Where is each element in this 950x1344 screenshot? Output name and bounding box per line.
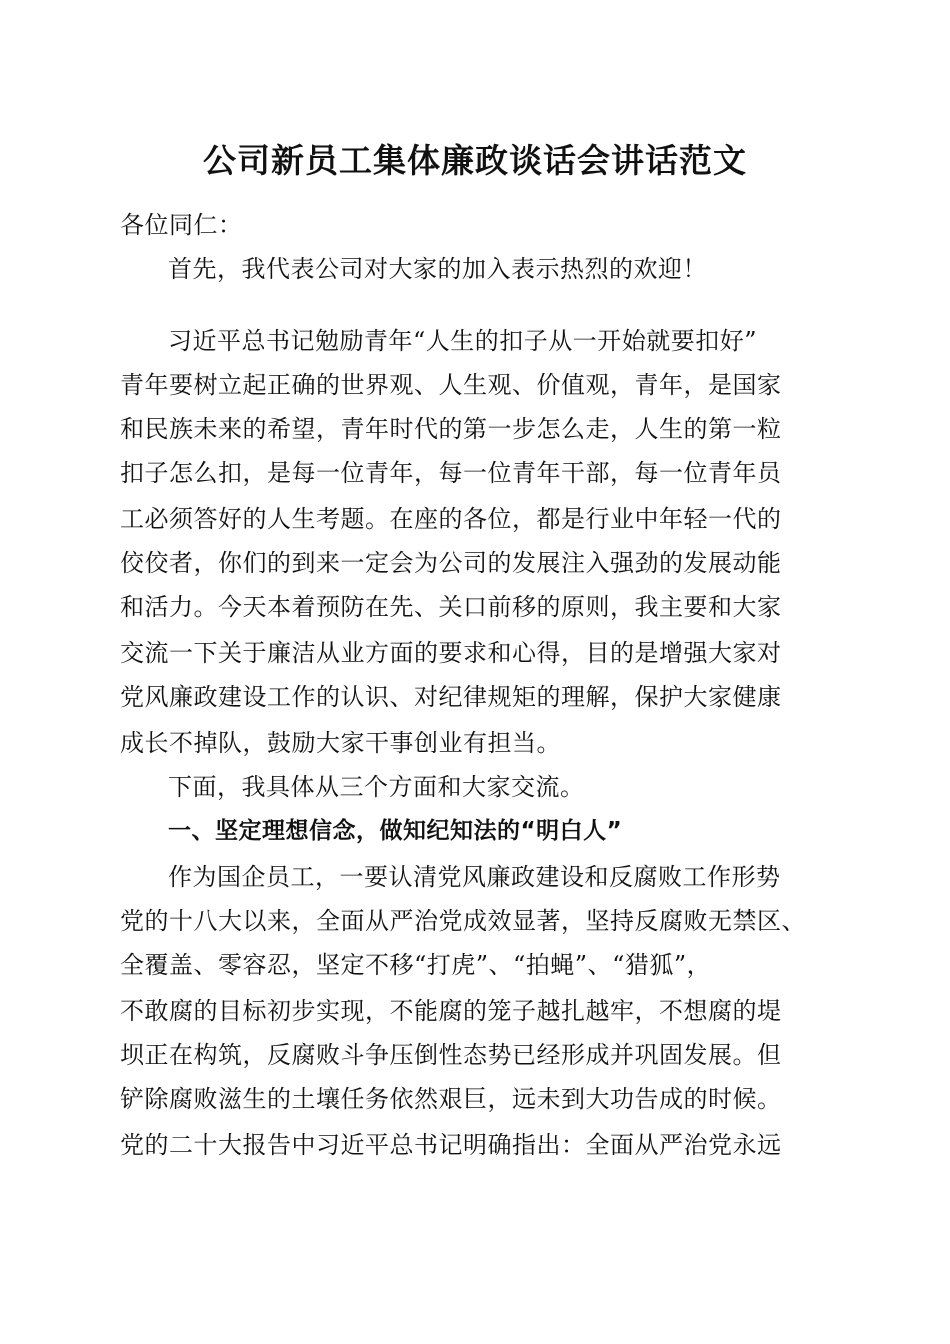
paragraph-line: 和民族未来的希望，青年时代的第一步怎么走，人生的第一粒 bbox=[120, 415, 782, 443]
section-heading: 一、坚定理想信念，做知纪知法的“明白人” bbox=[168, 818, 623, 844]
paragraph-line: 交流一下关于廉洁从业方面的要求和心得，目的是增强大家对 bbox=[120, 639, 782, 667]
paragraph-line: 成长不掉队，鼓励大家干事创业有担当。 bbox=[120, 729, 561, 757]
paragraph-line: 坝正在构筑，反腐败斗争压倒性态势已经形成并巩固发展。但 bbox=[120, 1041, 782, 1069]
document-title: 公司新员工集体廉政谈话会讲话范文 bbox=[203, 141, 747, 180]
paragraph-line: 党的十八大以来，全面从严治党成效显著，坚持反腐败无禁区、 bbox=[120, 907, 806, 935]
paragraph-line: 和活力。今天本着预防在先、关口前移的原则，我主要和大家 bbox=[120, 593, 782, 621]
paragraph-line: 下面，我具体从三个方面和大家交流。 bbox=[168, 773, 585, 801]
paragraph-line: 党风廉政建设工作的认识、对纪律规矩的理解，保护大家健康 bbox=[120, 683, 782, 711]
paragraph-line: 全覆盖、零容忍，坚定不移“打虎”、“拍蝇”、“猎狐”， bbox=[120, 951, 712, 979]
paragraph-line: 扣子怎么扣，是每一位青年，每一位青年干部，每一位青年员 bbox=[120, 459, 782, 487]
paragraph-line: 首先，我代表公司对大家的加入表示热烈的欢迎！ bbox=[168, 255, 707, 283]
paragraph-line: 不敢腐的目标初步实现，不能腐的笼子越扎越牢，不想腐的堤 bbox=[120, 997, 782, 1025]
paragraph-line: 作为国企员工，一要认清党风廉政建设和反腐败工作形势 bbox=[168, 863, 781, 891]
paragraph-line: 青年要树立起正确的世界观、人生观、价值观，青年，是国家 bbox=[120, 371, 782, 399]
paragraph-line: 佼佼者，你们的到来一定会为公司的发展注入强劲的发展动能 bbox=[120, 549, 782, 577]
salutation: 各位同仁： bbox=[120, 211, 243, 239]
paragraph-line: 习近平总书记勉励青年“人生的扣子从一开始就要扣好” bbox=[168, 327, 758, 355]
paragraph-line: 铲除腐败滋生的土壤任务依然艰巨，远未到大功告成的时候。 bbox=[120, 1085, 782, 1113]
paragraph-line: 工必须答好的人生考题。在座的各位，都是行业中年轻一代的 bbox=[120, 505, 782, 533]
paragraph-line: 党的二十大报告中习近平总书记明确指出：全面从严治党永远 bbox=[120, 1131, 782, 1159]
